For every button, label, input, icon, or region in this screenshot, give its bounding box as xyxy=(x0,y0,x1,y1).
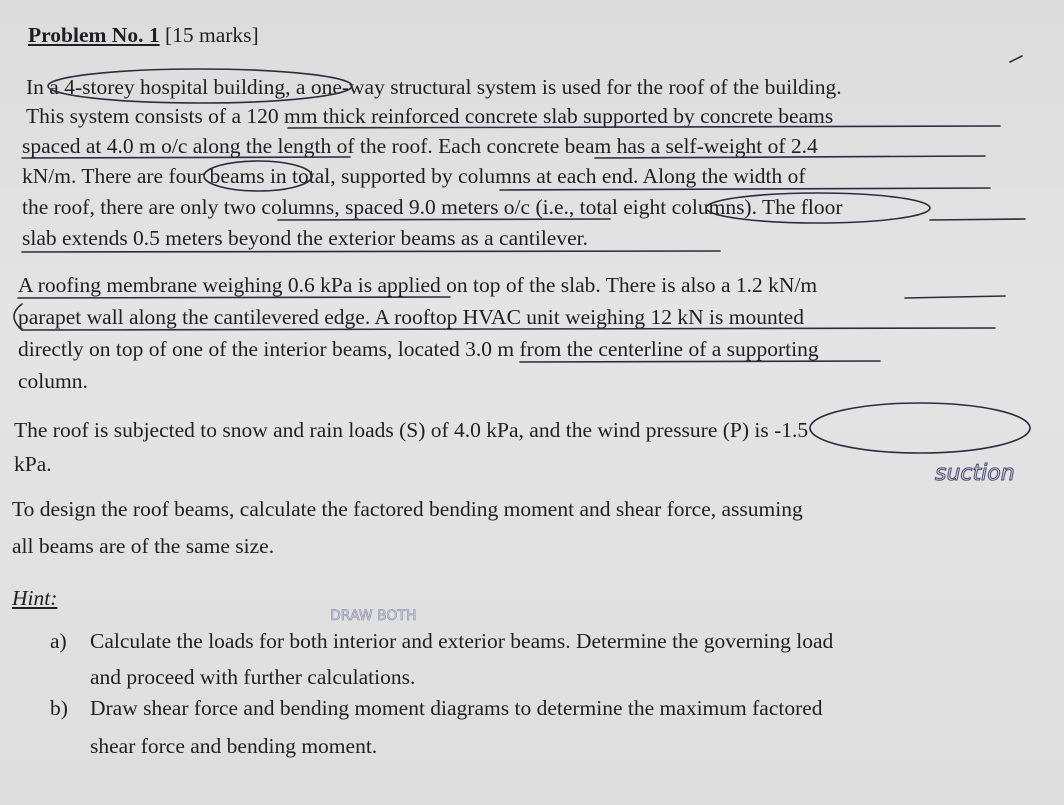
paragraph1-line: the roof, there are only two columns, spaced 9.0 meters o/c (i.e., total eight columns). The floor xyxy=(22,195,843,219)
hint-marker: a) xyxy=(50,629,67,653)
hint-line: Draw shear force and bending moment diagrams to determine the maximum factored xyxy=(90,696,823,720)
underline-mark xyxy=(930,219,1025,220)
tick-mark xyxy=(1010,56,1022,62)
circle-mark xyxy=(810,403,1030,453)
problem-number: Problem No. 1 xyxy=(28,23,160,47)
paragraph3-line: kPa. xyxy=(14,452,52,476)
paragraph2-line: A roofing membrane weighing 0.6 kPa is applied on top of the slab. There is also a 1.2 kN/m xyxy=(18,273,818,297)
paragraph2-line: column. xyxy=(18,369,88,393)
hint-line: and proceed with further calculations. xyxy=(90,665,416,689)
paragraph1-line: This system consists of a 120 mm thick reinforced concrete slab supported by concrete beams xyxy=(26,104,834,128)
problem-heading xyxy=(28,22,259,48)
hint-marker: b) xyxy=(50,696,68,720)
paragraph1-line: spaced at 4.0 m o/c along the length of the roof. Each concrete beam has a self-weight of 2.4 xyxy=(22,134,818,158)
underline-mark xyxy=(22,251,720,252)
paragraph1-line: slab extends 0.5 meters beyond the exterior beams as a cantilever. xyxy=(22,226,588,250)
hint-label: Hint: xyxy=(12,586,58,610)
paragraph2-line: directly on top of one of the interior beams, located 3.0 m from the centerline of a supporting xyxy=(18,337,819,361)
paragraph2-line: parapet wall along the cantilevered edge. A rooftop HVAC unit weighing 12 kN is mounted xyxy=(18,305,804,329)
paragraph4-line: all beams are of the same size. xyxy=(12,534,275,558)
paragraph1-line: In a 4-storey hospital building, a one-way structural system is used for the roof of the building. xyxy=(26,75,842,99)
problem-marks: [15 marks] xyxy=(164,23,259,47)
hint-line: Calculate the loads for both interior and exterior beams. Determine the governing load xyxy=(90,629,834,653)
paragraph4-line: To design the roof beams, calculate the factored bending moment and shear force, assuming xyxy=(12,497,803,521)
hint-line: shear force and bending moment. xyxy=(90,734,378,758)
paragraph3-line: The roof is subjected to snow and rain loads (S) of 4.0 kPa, and the wind pressure (P) is -1.5 xyxy=(14,418,809,442)
handwritten-draw-both-note: DRAW BOTH xyxy=(330,608,417,624)
handwritten-suction-note: suction xyxy=(935,461,1015,486)
paragraph1-line: kN/m. There are four beams in total, supported by columns at each end. Along the width of xyxy=(22,164,806,188)
